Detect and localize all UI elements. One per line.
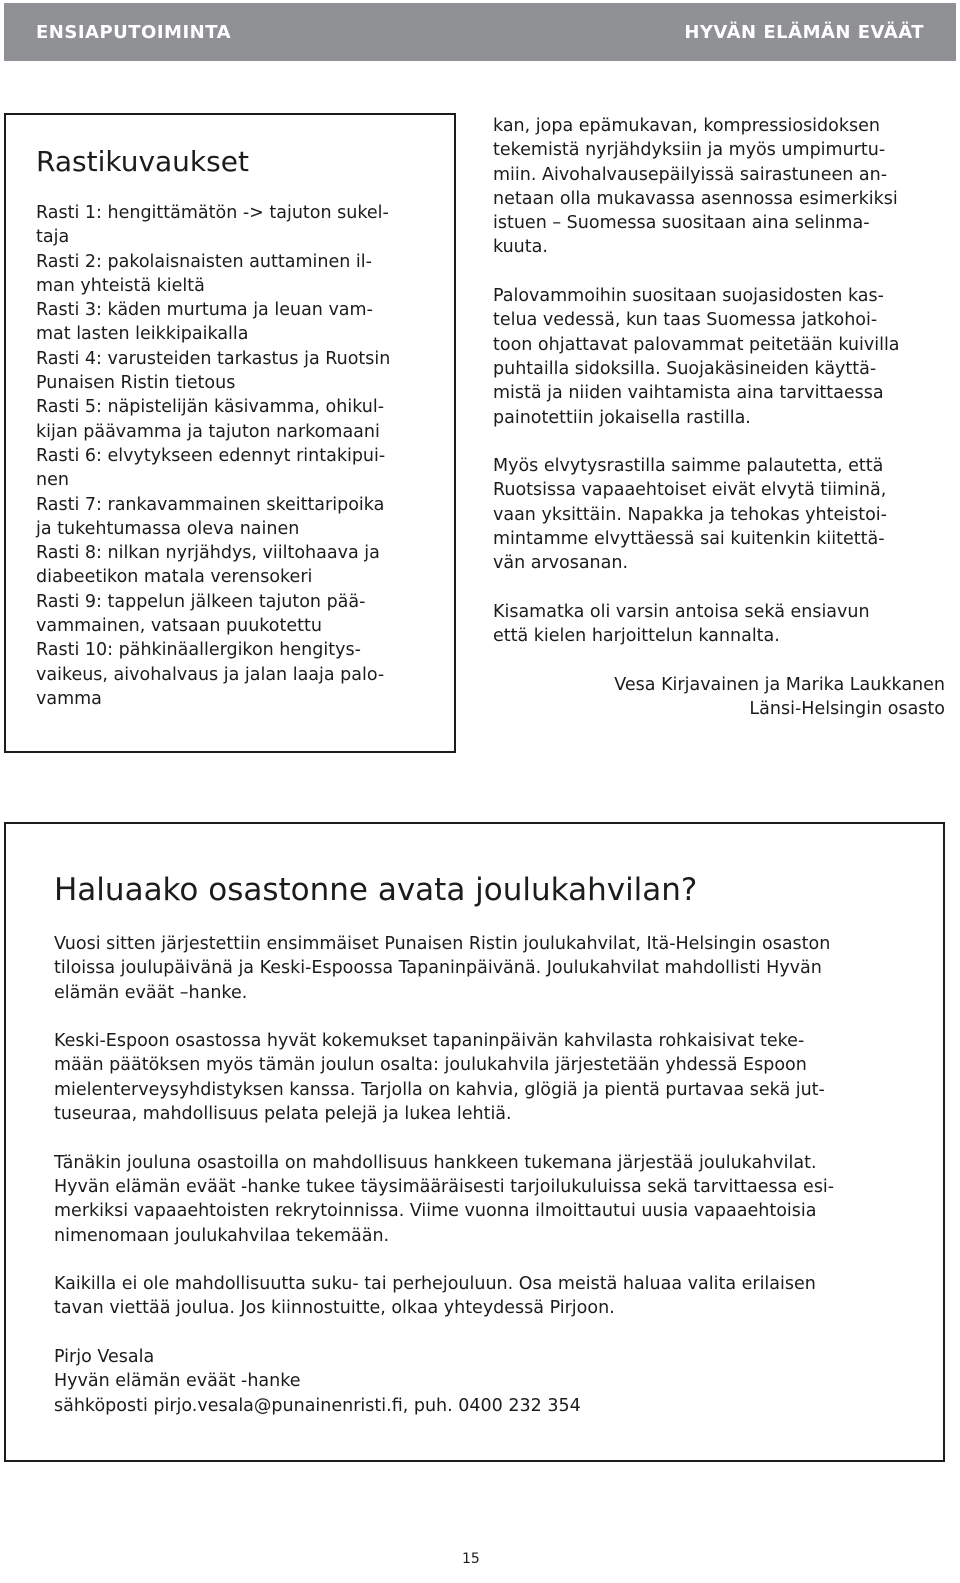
rasti-line: Rasti 2: pakolaisnaisten auttaminen il- bbox=[36, 251, 372, 272]
rasti-line: Rasti 6: elvytykseen edennyt rintakipui- bbox=[36, 445, 386, 466]
text-line: telua vedessä, kun taas Suomessa jatkohoi- bbox=[493, 310, 878, 331]
text-line: istuen – Suomessa suositaan aina selinma- bbox=[493, 213, 870, 234]
text-line: tekemistä nyrjähdyksiin ja myös umpimurtu- bbox=[493, 140, 886, 161]
project-label: HYVÄN ELÄMÄN EVÄÄT bbox=[684, 22, 924, 43]
text-line: toon ohjattavat palovammat peitetään kuivilla bbox=[493, 334, 900, 355]
rasti-line: man yhteistä kieltä bbox=[36, 275, 205, 296]
text-line: Kaikilla ei ole mahdollisuutta suku- tai perhejouluun. Osa meistä haluaa valita erilaisen bbox=[54, 1274, 816, 1295]
article-paragraph bbox=[493, 114, 945, 260]
rasti-line: vaikeus, aivohalvaus ja jalan laaja palo- bbox=[36, 664, 385, 685]
text-line: elämän eväät –hanke. bbox=[54, 982, 248, 1003]
joulukahvila-box bbox=[4, 822, 945, 1462]
rasti-line: Rasti 9: tappelun jälkeen tajuton pää- bbox=[36, 591, 366, 612]
text-line: Ruotsissa vapaaehtoiset eivät elvytä tiiminä, bbox=[493, 480, 887, 501]
text-line: vän arvosanan. bbox=[493, 553, 629, 574]
rasti-line: nen bbox=[36, 470, 69, 491]
text-line: Pirjo Vesala bbox=[54, 1347, 155, 1368]
rasti-line: Rasti 5: näpistelijän käsivamma, ohikul- bbox=[36, 397, 385, 418]
text-line: Kisamatka oli varsin antoisa sekä ensiavun bbox=[493, 601, 870, 622]
rasti-title: Rastikuvaukset bbox=[36, 145, 249, 178]
rasti-list bbox=[36, 201, 436, 711]
text-line: merkiksi vapaaehtoisten rekrytoinnissa. Viime vuonna ilmoittautui uusia vapaaehtoisia bbox=[54, 1201, 817, 1222]
text-line: kuuta. bbox=[493, 237, 548, 258]
rasti-line: vammainen, vatsaan puukotettu bbox=[36, 616, 322, 637]
rasti-line: Rasti 3: käden murtuma ja leuan vam- bbox=[36, 300, 373, 321]
text-line: Hyvän elämän eväät -hanke tukee täysimääräisesti tarjoilukuluissa sekä tarvittaessa esi- bbox=[54, 1176, 835, 1197]
text-line: mielenterveysyhdistyksen kanssa. Tarjolla on kahvia, glögiä ja pientä purtavaa sekä jut- bbox=[54, 1079, 825, 1100]
article-paragraph bbox=[493, 284, 945, 430]
page-header bbox=[4, 3, 956, 61]
text-line: Myös elvytysrastilla saimme palautetta, että bbox=[493, 456, 884, 477]
rasti-line: mat lasten leikkipaikalla bbox=[36, 324, 249, 345]
text-line: Hyvän elämän eväät -hanke bbox=[54, 1371, 301, 1392]
rasti-line: Rasti 10: pähkinäallergikon hengitys- bbox=[36, 640, 361, 661]
joulukahvila-paragraph bbox=[54, 1272, 924, 1321]
article-paragraph bbox=[493, 600, 945, 649]
joulukahvila-paragraph bbox=[54, 1151, 924, 1248]
text-line: puhtailla sidoksilla. Suojakäsineiden käyttä- bbox=[493, 358, 877, 379]
joulukahvila-body bbox=[54, 932, 924, 1442]
rasti-box bbox=[4, 113, 456, 753]
text-line: mään päätöksen myös tämän joulun osalta: joulukahvila järjestetään yhdessä Espoon bbox=[54, 1055, 807, 1076]
text-line: että kielen harjoittelun kannalta. bbox=[493, 626, 780, 647]
text-line: mintamme elvyttäessä sai kuitenkin kiitettä- bbox=[493, 529, 885, 550]
rasti-line: vamma bbox=[36, 688, 102, 709]
rasti-line: diabeetikon matala verensokeri bbox=[36, 567, 313, 588]
joulukahvila-paragraph bbox=[54, 1029, 924, 1126]
rasti-line: Punaisen Ristin tietous bbox=[36, 373, 236, 394]
text-line: vaan yksittäin. Napakka ja tehokas yhteistoi- bbox=[493, 504, 887, 525]
rasti-line: kijan päävamma ja tajuton narkomaani bbox=[36, 421, 380, 442]
article-signature bbox=[493, 673, 945, 722]
text-line: tuseuraa, mahdollisuus pelata pelejä ja lukea lehtiä. bbox=[54, 1104, 512, 1125]
joulukahvila-paragraph bbox=[54, 932, 924, 1005]
section-label: ENSIAPUTOIMINTA bbox=[36, 22, 232, 43]
rasti-line: Rasti 7: rankavammainen skeittaripoika bbox=[36, 494, 385, 515]
joulukahvila-title: Haluaako osastonne avata joulukahvilan? bbox=[54, 872, 698, 908]
rasti-line: ja tukehtumassa oleva nainen bbox=[36, 518, 300, 539]
text-line: Keski-Espoon osastossa hyvät kokemukset tapaninpäivän kahvilasta rohkaisivat teke- bbox=[54, 1031, 805, 1052]
article-paragraph bbox=[493, 454, 945, 575]
text-line: mistä ja niiden vaihtamista aina tarvittaessa bbox=[493, 383, 884, 404]
article-continuation bbox=[493, 114, 945, 721]
text-line: Vuosi sitten järjestettiin ensimmäiset Punaisen Ristin joulukahvilat, Itä-Helsingin osaston bbox=[54, 934, 831, 954]
rasti-line: Rasti 4: varusteiden tarkastus ja Ruotsin bbox=[36, 348, 391, 369]
text-line: nimenomaan joulukahvilaa tekemään. bbox=[54, 1225, 390, 1246]
rasti-line: Rasti 8: nilkan nyrjähdys, viiltohaava ja bbox=[36, 543, 380, 564]
text-line: tavan viettää joulua. Jos kiinnostuitte, olkaa yhteydessä Pirjoon. bbox=[54, 1298, 615, 1319]
text-line: tiloissa joulupäivänä ja Keski-Espoossa Tapaninpäivänä. Joulukahvilat mahdollisti Hyvän bbox=[54, 958, 822, 979]
joulukahvila-paragraph bbox=[54, 1345, 924, 1418]
rasti-line: taja bbox=[36, 227, 70, 248]
text-line: painotettiin jokaisella rastilla. bbox=[493, 407, 751, 428]
text-line: Palovammoihin suositaan suojasidosten kas- bbox=[493, 286, 884, 307]
text-line: Tänäkin jouluna osastoilla on mahdollisuus hankkeen tukemana järjestää joulukahvilat. bbox=[54, 1152, 817, 1173]
text-line: sähköposti pirjo.vesala@punainenristi.fi, puh. 0400 232 354 bbox=[54, 1395, 581, 1416]
rasti-line: Rasti 1: hengittämätön -> tajuton sukel- bbox=[36, 203, 389, 223]
text-line: netaan olla mukavassa asennossa esimerkiksi bbox=[493, 188, 898, 209]
page-number: 15 bbox=[462, 1551, 480, 1567]
signature-line: Vesa Kirjavainen ja Marika Laukkanen bbox=[614, 674, 945, 695]
signature-line: Länsi-Helsingin osasto bbox=[749, 699, 945, 720]
text-line: kan, jopa epämukavan, kompressiosidoksen bbox=[493, 116, 880, 136]
text-line: miin. Aivohalvausepäilyissä sairastuneen an- bbox=[493, 164, 888, 185]
